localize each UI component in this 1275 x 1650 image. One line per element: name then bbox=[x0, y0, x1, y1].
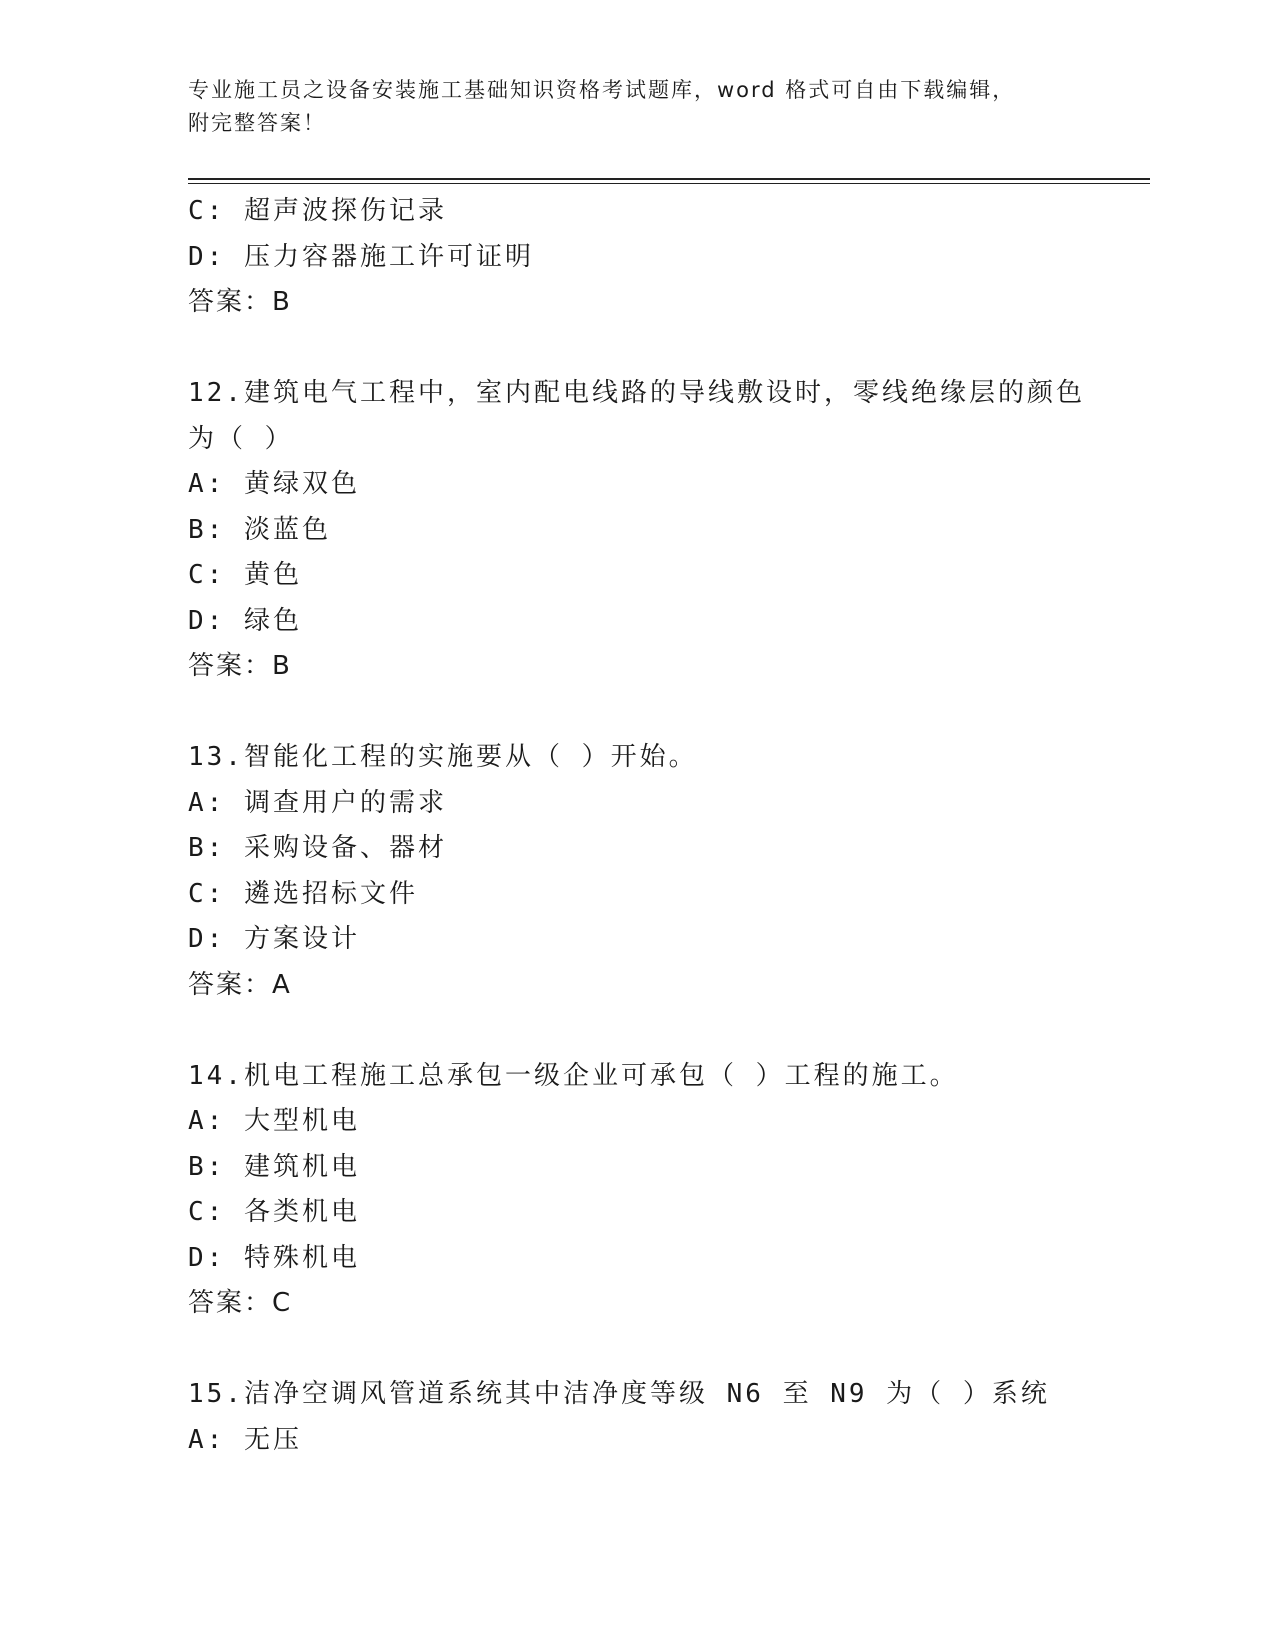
question-12 bbox=[188, 371, 1088, 690]
question-13 bbox=[188, 735, 1088, 1008]
answer-line: 答案：B bbox=[188, 651, 292, 681]
answer-line: 答案：A bbox=[188, 969, 292, 1000]
option-a: A: 黄绿双色 bbox=[188, 469, 360, 499]
option-a: A: 调查用户的需求 bbox=[188, 787, 447, 818]
header-line-1: 专业施工员之设备安装施工基础知识资格考试题库，word 格式可自由下载编辑， bbox=[188, 78, 1016, 102]
prev-question bbox=[188, 189, 1088, 326]
option-c: C: 超声波探伤记录 bbox=[188, 196, 447, 226]
option-d: D: 压力容器施工许可证明 bbox=[188, 241, 534, 272]
answer-line: 答案：B bbox=[188, 287, 292, 317]
question-stem-continued: 为（ ） bbox=[188, 423, 294, 454]
option-c: C: 遴选招标文件 bbox=[188, 878, 418, 909]
option-c: C: 黄色 bbox=[188, 560, 302, 590]
spacer bbox=[188, 326, 1088, 372]
question-14 bbox=[188, 1054, 1088, 1327]
header-line-2: 附完整答案！ bbox=[188, 111, 326, 135]
option-b: B: 建筑机电 bbox=[188, 1151, 360, 1182]
header-divider-thin bbox=[188, 183, 1150, 184]
document-header bbox=[188, 74, 1088, 140]
option-a: A: 无压 bbox=[188, 1424, 302, 1455]
question-15 bbox=[188, 1372, 1088, 1463]
option-d: D: 特殊机电 bbox=[188, 1242, 360, 1273]
answer-line: 答案：C bbox=[188, 1288, 293, 1318]
spacer bbox=[188, 1008, 1088, 1054]
question-list bbox=[188, 189, 1088, 1463]
spacer bbox=[188, 1327, 1088, 1373]
option-b: B: 淡蓝色 bbox=[188, 514, 331, 545]
option-b: B: 采购设备、器材 bbox=[188, 833, 447, 863]
header-divider-thick bbox=[188, 178, 1150, 180]
spacer bbox=[188, 690, 1088, 736]
question-stem: 12.建筑电气工程中，室内配电线路的导线敷设时，零线绝缘层的颜色 bbox=[188, 378, 1085, 408]
question-stem: 13.智能化工程的实施要从（ ）开始。 bbox=[188, 742, 698, 772]
option-a: A: 大型机电 bbox=[188, 1106, 360, 1136]
option-d: D: 方案设计 bbox=[188, 924, 360, 954]
question-stem: 15.洁净空调风管道系统其中洁净度等级 N6 至 N9 为（ ）系统 bbox=[188, 1379, 1050, 1409]
question-stem: 14.机电工程施工总承包一级企业可承包（ ）工程的施工。 bbox=[188, 1060, 959, 1091]
option-d: D: 绿色 bbox=[188, 605, 302, 636]
option-c: C: 各类机电 bbox=[188, 1197, 360, 1227]
